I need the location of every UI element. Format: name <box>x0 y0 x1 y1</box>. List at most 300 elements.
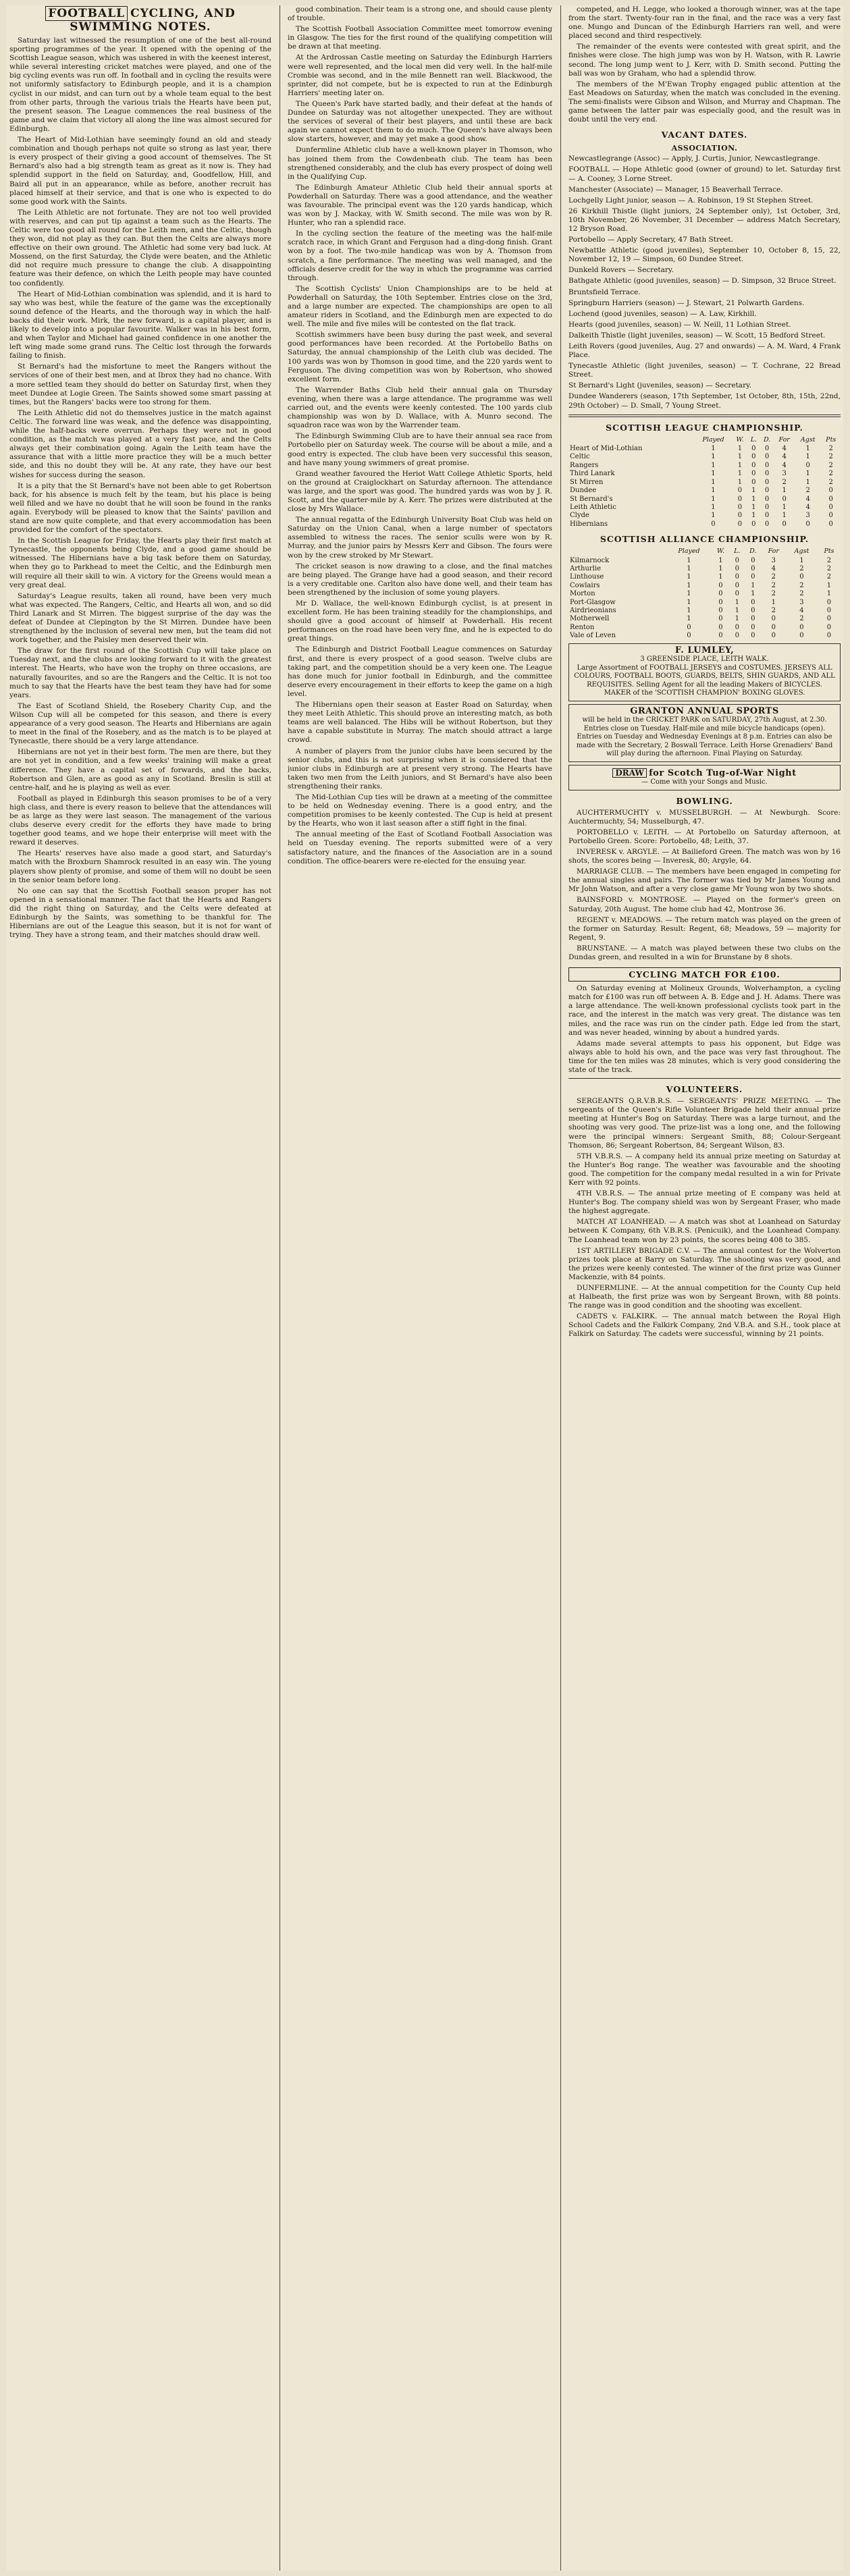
column-2 <box>288 5 552 2571</box>
article-paragraph: In the cycling section the feature of the meeting was the half-mile scratch race, in which Grant and Ferguson had a ding-dong finish. Grant won by a foot. The two-mile handicap was won by A. Thomson from scratch, a fine performance. The meeting was well managed, and the officials deserve credit for the way in which the programme was carried through. <box>288 230 552 282</box>
table-cell: 2 <box>826 573 832 581</box>
volunteers-report: MATCH AT LOANHEAD. — A match was shot at Loanhead on Saturday between K Company, 6th V.B.R.S. (Penicuik), and the Loanhead Company. The Loanhead team won by 23 points, the scores being 408 to 385. <box>568 1218 841 1244</box>
table-cell: 1 <box>771 598 776 606</box>
table-cell: 0 <box>826 623 832 631</box>
table-cell: 1 <box>826 581 832 589</box>
masthead-keyword: FOOTBALL <box>45 6 128 21</box>
table-cell: 0 <box>751 478 756 486</box>
column-header: For <box>768 547 779 556</box>
vacant-date-item: Dalkeith Thistle (light juveniles, season) — W. Scott, 15 Bedford Street. <box>568 331 826 340</box>
table-row <box>568 607 841 615</box>
ad-line: 3 GREENSIDE PLACE, LEITH WALK. <box>640 655 769 664</box>
article-paragraph: The Heart of Mid-Lothian combination was splendid, and it is hard to say who was best, while the feature of the game was the exceptionally sound defence of the Hearts, and the thorough way in which the half-backs did their work. Mirk, the new forward, is a capital player, and is likely to develop into a popular favourite. Walker was in his best form, and when Taylor and Michael had gained confidence in one another the left wing made some grand runs. The Celtic lost through the forwards failing to finish. <box>9 290 271 360</box>
table-cell: 1 <box>805 478 810 486</box>
bowling-report: INVERESK v. ARGYLE. — At Bailieford Green. The match was won by 16 shots, the scores being — Inveresk, 80; Argyle, 64. <box>568 847 841 865</box>
article-paragraph: The Edinburgh Amateur Athletic Club held their annual sports at Powderhall on Saturday. There was a good attendance, and the weather was favourable. The principal event was the 120 yards handicap, which was won by J. Mackay, with W. Smith second. The mile was won by R. Hunter, who ran a splendid race. <box>288 183 552 227</box>
table-cell: 1 <box>737 470 743 478</box>
table-cell: 1 <box>751 581 755 589</box>
table-cell: 1 <box>782 512 787 520</box>
table-cell: 1 <box>805 445 810 453</box>
table-cell: 2 <box>828 461 833 469</box>
table-cell: 0 <box>828 512 833 520</box>
column-header: W. <box>736 435 744 444</box>
bowling-report: PORTOBELLO v. LEITH. — At Portobello on Saturday afternoon, at Portobello Green. Score: Portobello, 48; Leith, 37. <box>568 828 841 845</box>
article-paragraph: A number of players from the junior clubs have been secured by the senior clubs, and this is not surprising when it is considered that the junior clubs in Edinburgh are at present very strong. The Hearts have taken two men from the Leith juniors, and St Bernard's have also been strengthening their ranks. <box>288 747 552 790</box>
article-paragraph: The Edinburgh Swimming Club are to have their annual sea race from Portobello pier on Saturday week. The course will be about a mile, and a good entry is expected. The club have been very successful this season, and have many young swimmers of great promise. <box>288 432 552 467</box>
table-cell: 1 <box>687 606 691 614</box>
team-name: Heart of Mid-Lothian <box>570 445 643 453</box>
divider <box>568 1078 841 1079</box>
table-row <box>568 557 841 565</box>
team-name: Cowlairs <box>570 581 600 589</box>
table-cell: 2 <box>826 564 832 572</box>
table-cell: 0 <box>735 556 739 564</box>
volunteers-report: DUNFERMLINE. — At the annual competition for the County Cup held at Halbeath, the first prize was won by Sergeant Brown, with 88 points. The range was in good condition and the shooting was excellent. <box>568 1284 841 1310</box>
table-cell: 0 <box>826 615 832 623</box>
table-cell: 0 <box>751 453 756 461</box>
table-cell: 0 <box>737 520 743 528</box>
bowling-report: BRUNSTANE. — A match was played between these two clubs on the Dundas green, and resulted in a win for Brunstane by 8 shots. <box>568 944 841 961</box>
table-cell: 1 <box>711 470 716 478</box>
table-cell: 2 <box>771 606 776 614</box>
volunteers-report: 5TH V.B.R.S. — A company held its annual prize meeting on Saturday at the Hunter's Bog range. The weather was favourable and the shooting good. The competition for the company medal resulted in a win for Private Kerr with 92 points. <box>568 1152 841 1187</box>
table-cell: 1 <box>735 598 739 606</box>
table-cell: 0 <box>735 581 739 589</box>
divider <box>568 414 841 417</box>
table-cell: 0 <box>737 487 743 495</box>
vacant-date-item: Bathgate Athletic (good juveniles, season) — D. Simpson, 32 Bruce Street. <box>568 277 836 286</box>
cycling-report: Adams made several attempts to pass his opponent, but Edge was always able to hold his own, and the pace was very fast throughout. The time for the ten miles was 28 minutes, which is very good considering the state of the track. <box>568 1039 841 1075</box>
table-cell: 0 <box>764 520 770 528</box>
bowling-report: REGENT v. MEADOWS. — The return match was played on the green of the former on Saturday. Result: Regent, 68; Meadows, 59 — majority for Regent, 9. <box>568 915 841 942</box>
table-cell: 1 <box>711 445 716 453</box>
table-cell: 1 <box>718 564 723 572</box>
table-cell: 1 <box>711 495 716 503</box>
article-paragraph: The annual meeting of the East of Scotland Football Association was held on Tuesday evening. The reports submitted were of a very satisfactory nature, and the finances of the Association are in a sound condition. The office-bearers were re-elected for the ensuing year. <box>288 830 552 865</box>
team-name: Third Lanark <box>570 470 615 478</box>
team-name: Linthouse <box>570 573 604 581</box>
article-paragraph: The Queen's Park have started badly, and their defeat at the hands of Dundee on Saturday was not altogether unexpected. They are without the services of several of their best players, and until these are back again we cannot expect them to do much. The Queen's have always been slow starters, however, and may yet make a good show. <box>288 99 552 144</box>
table-cell: 1 <box>805 453 810 461</box>
cycling-match-heading: CYCLING MATCH FOR £100. <box>568 967 841 982</box>
alliance-table <box>568 547 841 640</box>
article-paragraph: Dunfermline Athletic club have a well-known player in Thomson, who has joined them from the Cowdenbeath club. The team has been strengthened considerably, and the club has every prospect of doing well in the Qualifying Cup. <box>288 146 552 181</box>
vacant-date-item: Portobello — Apply Secretary, 47 Bath Street. <box>568 236 733 244</box>
table-row <box>568 624 841 632</box>
table-cell: 0 <box>751 461 756 469</box>
article-paragraph: Grand weather favoured the Heriot Watt College Athletic Sports, held on the ground at Craiglockhart on Saturday afternoon. The attendance was large, and the sport was good. The hundred yards was won by J. R. Scott, and the quarter-mile by A. Kerr. The prizes were distributed at the close by Mrs Wallace. <box>288 469 552 514</box>
column-header: Played <box>678 547 700 556</box>
table-row <box>568 512 841 520</box>
table-cell: 0 <box>828 520 833 528</box>
table-header-row <box>568 547 841 556</box>
article-paragraph: In the Scottish League for Friday, the Hearts play their first match at Tynecastle, the opponents being Clyde, and a good game should be witnessed. The Hibernians have a big task before them on Saturday, when they go to Parkhead to meet the Celtic, and the Edinburgh men will require all their skill to win. A victory for the Greens would mean a very great deal. <box>9 537 271 589</box>
column-header: D. <box>749 547 757 556</box>
table-cell: 0 <box>764 495 770 503</box>
team-name: Arthurlie <box>570 564 601 572</box>
table-row <box>568 470 841 478</box>
article-paragraph: The annual regatta of the Edinburgh University Boat Club was held on Saturday on the Union Canal, when a large number of spectators assembled to witness the races. The senior sculls were won by R. Murray, and the junior pairs by Messrs Kerr and Gibson. The fours were won by the crew stroked by Mr Stewart. <box>288 516 552 560</box>
table-cell: 0 <box>764 453 770 461</box>
team-name: Morton <box>570 590 595 598</box>
table-cell: 1 <box>735 615 739 623</box>
table-cell: 1 <box>711 453 716 461</box>
table-cell: 0 <box>735 573 739 581</box>
table-cell: 0 <box>751 556 755 564</box>
table-cell: 1 <box>711 512 716 520</box>
table-cell: 0 <box>771 615 776 623</box>
table-row <box>568 573 841 581</box>
ad-line: will be held in the CRICKET PARK on SATURDAY, 27th August, at 2.30. Entries close on Tuesday. Half-mile and mile bicycle handicaps (open). Entries on Tuesday and Wednesday Evenings at 8 p.m. Entries can also be made with the Secretary, 2 Boswall Terrace. Leith Horse Grenadiers' Band will play during the afternoon. Final Playing on Saturday. <box>576 716 833 758</box>
table-cell: 0 <box>751 445 756 453</box>
table-row <box>568 495 841 504</box>
table-cell: 1 <box>687 556 691 564</box>
vacant-date-item: Manchester (Associate) — Manager, 15 Beaverhall Terrace. <box>568 185 783 194</box>
table-row <box>568 462 841 470</box>
table-cell: 4 <box>805 495 810 503</box>
bowling-report: MARRIAGE CLUB. — The members have been engaged in competing for the annual singles and pairs. The former was tied by Mr James Young and Mr John Watson, and after a very close game Mr Young won by two shots. <box>568 867 841 894</box>
column-header: D. <box>763 435 771 444</box>
table-cell: 0 <box>751 606 755 614</box>
vacant-date-item: Hearts (good juveniles, season) — W. Neill, 11 Lothian Street. <box>568 320 791 329</box>
table-cell: 0 <box>826 632 832 640</box>
table-row <box>568 615 841 623</box>
table-cell: 4 <box>771 564 776 572</box>
vacant-date-item: Springburn Harriers (season) — J. Stewart, 21 Polwarth Gardens. <box>568 298 805 307</box>
table-cell: 0 <box>751 564 755 572</box>
column-rule <box>560 5 561 2571</box>
table-cell: 0 <box>735 632 739 640</box>
masthead-rest: CYCLING, AND SWIMMING NOTES. <box>70 7 236 34</box>
table-row <box>568 445 841 453</box>
team-name: Celtic <box>570 453 590 461</box>
article-paragraph: The Heart of Mid-Lothian have seemingly found an old and steady combination and though perhaps not quite so strong as last year, there is every prospect of their giving a good account of themselves. The St Bernard's also had a big strength team as great as it now is. They had splendid support in the field on Saturday, and, Goodfellow, Hill, and Baird all put in an appearance, while as before, another recruit has placed himself at their service, and that is one who is expected to do some good work with the Saints. <box>9 136 271 206</box>
league-table <box>568 435 841 529</box>
table-cell: 0 <box>828 487 833 495</box>
table-cell: 0 <box>718 581 723 589</box>
table-cell: 0 <box>737 503 743 511</box>
team-name: Leith Athletic <box>570 503 616 511</box>
table-row <box>568 453 841 461</box>
vacant-date-item: Tynecastle Athletic (light juveniles, season) — T. Cochrane, 22 Bread Street. <box>568 362 841 379</box>
column-header: Agst <box>800 435 816 444</box>
table-cell: 0 <box>751 615 755 623</box>
column-header: Agst <box>794 547 809 556</box>
vacant-dates-section <box>568 130 841 410</box>
article-paragraph: The Leith Athletic are not fortunate. They are not too well provided with reserves, and can put tip against a team such as the Hearts. The Celtic were too good all round for the Leith men, and the Celtic, though they won, did not play as they can. But then the Celts are always more effective on their own ground. The Athletic had some very bad luck. At Mossend, on the first Saturday, the Clyde were beaten, and the Athletic did not require much pressure to change the club. A disappointing feature was their defence, on which the Leith people may have counted too confidently. <box>9 208 271 288</box>
vacant-date-item: Leith Rovers (good juveniles, Aug. 27 and onwards) — A. M. Ward, 4 Frank Place. <box>568 342 841 360</box>
table-cell: 1 <box>826 590 832 598</box>
table-cell: 0 <box>828 495 833 503</box>
team-name: St Mirren <box>570 478 604 486</box>
column-3-intro <box>568 5 841 124</box>
vacant-date-item: Lochgelly Light junior, season — A. Robinson, 19 St Stephen Street. <box>568 196 814 205</box>
vacant-date-item: St Bernard's Light (juveniles, season) — Secretary. <box>568 381 751 390</box>
table-cell: 1 <box>751 495 756 503</box>
table-cell: 1 <box>799 556 804 564</box>
bowling-body <box>568 809 841 963</box>
table-cell: 0 <box>718 598 723 606</box>
table-cell: 0 <box>764 503 770 511</box>
table-cell: 1 <box>687 564 691 572</box>
table-cell: 0 <box>782 520 787 528</box>
ad-title: GRANTON ANNUAL SPORTS <box>630 705 779 716</box>
article-paragraph: The Scottish Cyclists' Union Championships are to be held at Powderhall on Saturday, the 10th September. Entries close on the 3rd, and a large number are expected. The championships are open to all amateur riders in Scotland, and the Edinburgh men are expected to do well. The mile and five miles will be contested on the flat track. <box>288 284 552 329</box>
ad-line: MAKER of the 'SCOTTISH CHAMPION' BOXING GLOVES. <box>604 689 805 697</box>
column-header: Pts <box>826 435 836 444</box>
article-paragraph: The Warrender Baths Club held their annual gala on Thursday evening, when there was a large attendance. The programme was well carried out, and the events were keenly contested. The 100 yards club championship was won by D. Wallace, with A. Munro second. The squadron race was won by the Warrender team. <box>288 385 552 430</box>
table-cell: 4 <box>799 606 804 614</box>
ad-line: — Come with your Songs and Music. <box>641 778 768 786</box>
table-cell: 0 <box>805 461 810 469</box>
volunteers-body <box>568 1097 841 1339</box>
team-name: Airdrieonians <box>570 606 616 614</box>
table-cell: 1 <box>687 615 691 623</box>
column-1 <box>9 5 271 2571</box>
table-cell: 1 <box>687 581 691 589</box>
column-1-body <box>9 36 271 940</box>
article-paragraph: The Edinburgh and District Football League commences on Saturday first, and there is every prospect of a good season. Twelve clubs are taking part, and the competition should be a very keen one. The League has done much for junior football in Edinburgh, and the committee deserve every encouragement in their efforts to keep the game on a high level. <box>288 645 552 698</box>
table-cell: 1 <box>737 445 743 453</box>
vacant-date-item: 26 Kirkhill Thistle (light juniors, 24 September only), 1st October, 3rd, 10th November, 26 November, 31 December — address Match Secretary, 12 Bryson Road. <box>568 207 841 233</box>
table-cell: 0 <box>718 623 723 631</box>
table-cell: 0 <box>764 461 770 469</box>
vacant-dates-heading: VACANT DATES. <box>661 130 748 140</box>
table-cell: 0 <box>687 632 691 640</box>
table-cell: 2 <box>771 590 776 598</box>
table-header-row <box>568 435 841 445</box>
table-cell: 1 <box>718 556 723 564</box>
table-cell: 1 <box>711 478 716 486</box>
table-cell: 0 <box>751 632 755 640</box>
table-cell: 0 <box>828 503 833 511</box>
ad-title: for Scotch Tug-of-War Night <box>649 768 797 778</box>
column-header: L. <box>750 435 758 444</box>
table-cell: 0 <box>735 590 739 598</box>
article-paragraph: The Leith Athletic did not do themselves justice in the match against Celtic. The forward line was weak, and the defence was disappointing, while the half-backs were overrun. Perhaps they were not in good condition, as the match was played at a very fast pace, and the Celts always get their combination going. Again the Leith team have the assurance that with a little more practice they will be a much better side, and this no doubt they will be. At any rate, they have our best wishes for success during the season. <box>9 408 271 479</box>
article-paragraph: The draw for the first round of the Scottish Cup will take place on Tuesday next, and the clubs are looking forward to it with the greatest interest. The Hearts, who have won the trophy on three occasions, are naturally favourites, and so are the Rangers and the Celtic. It is not too much to say that the Hearts have the best team they have had for some years. <box>9 647 271 699</box>
table-row <box>568 504 841 512</box>
table-cell: 2 <box>828 478 833 486</box>
column-header <box>568 547 666 556</box>
advertisement <box>568 704 841 762</box>
table-cell: 3 <box>771 556 776 564</box>
table-cell: 3 <box>799 598 804 606</box>
table-row <box>568 599 841 607</box>
table-cell: 3 <box>782 470 787 478</box>
vacant-date-item: Newbattle Athletic (good juveniles), September 10, October 8, 15, 22, November 12, 19 — Simpson, 60 Dundee Street. <box>568 246 841 264</box>
article-paragraph: Hibernians are not yet in their best form. The men are there, but they are not yet in condition, and a few weeks' training will make a great difference. They have a capital set of forwards, and the backs, Robertson and Glen, are as good as any in Scotland. Breslin is still at centre-half, and he is playing as well as ever. <box>9 748 271 792</box>
table-cell: 1 <box>782 503 787 511</box>
table-cell: 0 <box>751 470 756 478</box>
table-cell: 2 <box>799 564 804 572</box>
team-name: Renton <box>570 623 595 631</box>
column-header: W. <box>716 547 725 556</box>
table-row <box>568 479 841 487</box>
table-cell: 1 <box>718 573 723 581</box>
table-row <box>568 487 841 495</box>
volunteers-report: CADETS v. FALKIRK. — The annual match between the Royal High School Cadets and the Falkirk Company, 2nd V.B.A. and S.H., took place at Falkirk on Saturday. The cadets were successful, winning by 21 points. <box>568 1312 841 1339</box>
article-paragraph: Football as played in Edinburgh this season promises to be of a very high class, and there is every reason to believe that the attendances will be as large as they were last season. The management of the various clubs deserve every credit for the efforts they have made to bring together good teams, and we hope their enterprise will meet with the reward it deserves. <box>9 794 271 847</box>
table-cell: 0 <box>764 487 770 495</box>
table-cell: 2 <box>826 556 832 564</box>
article-paragraph: The Hibernians open their season at Easter Road on Saturday, when they meet Leith Athletic. This should prove an interesting match, as both teams are well balanced. The Hibs will be without Robertson, but they have a capable substitute in Murray. The match should attract a large crowd. <box>288 701 552 745</box>
table-cell: 0 <box>751 623 755 631</box>
table-cell: 2 <box>828 453 833 461</box>
table-cell: 0 <box>751 598 755 606</box>
advertisement <box>568 765 841 790</box>
column-header: Played <box>702 435 724 444</box>
table-row <box>568 590 841 598</box>
table-cell: 0 <box>718 606 723 614</box>
article-paragraph: The East of Scotland Shield, the Rosebery Charity Cup, and the Wilson Cup will all be competed for this season, and there is every appearance of a very good season. The Hearts and Hibernians are again to meet in the final of the Rosebery, and as the match is to be played at Tynecastle, there should be a very large attendance. <box>9 701 271 746</box>
table-cell: 3 <box>805 512 810 520</box>
advertisement <box>568 643 841 701</box>
newspaper-page <box>7 5 843 2571</box>
volunteers-report: 1ST ARTILLERY BRIGADE C.V. — The annual contest for the Wolverton prizes took place at Barry on Saturday. The shooting was very good, and the prizes were keenly contested. The winner of the first prize was Gunner Mackenzie, with 84 points. <box>568 1246 841 1281</box>
advertisements <box>568 643 841 790</box>
article-paragraph: good combination. Their team is a strong one, and should cause plenty of trouble. <box>288 5 552 23</box>
table-cell: 2 <box>771 581 776 589</box>
article-paragraph: The members of the M'Ewan Trophy engaged public attention at the East Meadows on Saturday, when the match was concluded in the evening. The semi-finalists were Gibson and Wilson, and Murray and Chapman. The game between the latter pair was especially good, and the result was in doubt until the very end. <box>568 80 841 124</box>
vacant-dates-subheading: ASSOCIATION. <box>671 144 738 153</box>
table-cell: 0 <box>805 520 810 528</box>
column-header: Pts <box>824 547 834 556</box>
table-cell: 0 <box>735 564 739 572</box>
article-paragraph: Scottish swimmers have been busy during the past week, and several good performances have been recorded. At the Portobello Baths on Saturday, the annual championship of the Leith club was decided. The 100 yards was won by Thomson in good time, and the 220 yards went to Ferguson. The diving competition was won by Robertson, who showed excellent form. <box>288 331 552 383</box>
vacant-date-item: Bruntsfield Terrace. <box>568 288 641 296</box>
bowling-heading: BOWLING. <box>676 795 733 806</box>
vacant-date-item: FOOTBALL — Hope Athletic good (owner of ground) to let. Saturday first — A. Cooney, 3 Lorne Street. <box>568 165 841 183</box>
vacant-date-item: Dunkeld Rovers — Secretary. <box>568 266 674 275</box>
table-cell: 4 <box>782 445 787 453</box>
table-cell: 4 <box>782 461 787 469</box>
team-name: Vale of Leven <box>570 632 616 640</box>
table-cell: 1 <box>737 478 743 486</box>
table-cell: 1 <box>687 598 691 606</box>
article-paragraph: No one can say that the Scottish Football season proper has not opened in a sensational manner. The fact that the Hearts and Rangers did the right thing on Saturday, and the Celts were defeated at Edinburgh by the Saints, was something to be thankful for. The Hibernians are out of the League this season, but it is not for want of trying. They have a strong team, and their matches should draw well. <box>9 886 271 940</box>
article-paragraph: The remainder of the events were contested with great spirit, and the finishes were close. The high jump was won by H. Watson, with R. Lawrie second. The long jump went to J. Kerr, with D. Smith second. Putting the ball was won by Graham, who had a splendid throw. <box>568 43 841 78</box>
table-cell: 1 <box>687 590 691 598</box>
bowling-report: BAINSFORD v. MONTROSE. — Played on the former's green on Saturday, 20th August. The home club had 42, Montrose 36. <box>568 896 841 913</box>
league-table-heading: SCOTTISH LEAGUE CHAMPIONSHIP. <box>606 422 803 433</box>
table-cell: 0 <box>771 623 776 631</box>
table-row <box>568 520 841 529</box>
table-cell: 4 <box>782 453 787 461</box>
table-cell: 2 <box>828 470 833 478</box>
table-cell: 2 <box>799 615 804 623</box>
table-cell: 1 <box>737 453 743 461</box>
table-cell: 1 <box>751 512 756 520</box>
ad-keyword: DRAW <box>612 768 647 778</box>
table-cell: 0 <box>764 512 770 520</box>
team-name: St Bernard's <box>570 495 613 503</box>
vacant-date-item: Lochend (good juveniles, season) — A. Law, Kirkhill. <box>568 309 757 318</box>
article-paragraph: Saturday's League results, taken all round, have been very much what was expected. The Rangers, Celtic, and Hearts all won, and so did Third Lanark and St Mirren. The biggest surprise of the day was the defeat of Dundee at Clepington by the St Mirren. Dundee have been strengthened by the inclusion of several new men, but the team did not work together, and the Paisley men deserved their win. <box>9 591 271 645</box>
table-cell: 1 <box>751 503 756 511</box>
article-paragraph: At the Ardrossan Castle meeting on Saturday the Edinburgh Harriers were well represented, and the local men did very well. In the half-mile Crombie was second, and in the mile Bennett ran well. Blackwood, the sprinter, did not compete, but he is expected to run at the Edinburgh Harriers' meeting later on. <box>288 53 552 97</box>
article-paragraph: The Scottish Football Association Committee meet tomorrow evening in Glasgow. The ties for the first round of the qualifying competition will be drawn at that meeting. <box>288 25 552 51</box>
table-cell: 0 <box>751 520 756 528</box>
team-name: Hibernians <box>570 520 608 528</box>
table-cell: 1 <box>711 461 716 469</box>
table-cell: 0 <box>718 590 723 598</box>
table-row <box>568 632 841 640</box>
column-2-body <box>288 5 552 866</box>
table-cell: 0 <box>718 632 723 640</box>
cycling-match-body <box>568 984 841 1075</box>
table-cell: 0 <box>771 632 776 640</box>
table-cell: 2 <box>828 445 833 453</box>
table-cell: 0 <box>826 606 832 614</box>
table-cell: 0 <box>711 520 716 528</box>
table-cell: 0 <box>737 495 743 503</box>
table-cell: 1 <box>687 573 691 581</box>
team-name: Kilmarnock <box>570 556 610 564</box>
table-cell: 0 <box>764 478 770 486</box>
table-cell: 2 <box>771 573 776 581</box>
table-cell: 0 <box>764 445 770 453</box>
article-paragraph: St Bernard's had the misfortune to meet the Rangers without the services of one of their best men, and at Ibrox they had no chance. With a more settled team they should do better on Saturday first, when they meet Dundee at Logie Green. The Saints showed some smart passing at times, but the Rangers' backs were too strong for them. <box>9 363 271 406</box>
team-name: Dundee <box>570 487 597 495</box>
team-name: Motherwell <box>570 615 610 623</box>
table-cell: 2 <box>782 478 787 486</box>
table-cell: 2 <box>805 487 810 495</box>
table-cell: 1 <box>711 487 716 495</box>
table-cell: 2 <box>799 590 804 598</box>
table-cell: 0 <box>782 495 787 503</box>
alliance-table-heading: SCOTTISH ALLIANCE CHAMPIONSHIP. <box>600 534 809 545</box>
vacant-date-item: Newcastlegrange (Assoc) — Apply, J. Curtis, Junior, Newcastlegrange. <box>568 155 820 163</box>
table-row <box>568 565 841 573</box>
table-cell: 1 <box>751 487 756 495</box>
bowling-report: AUCHTERMUCHTY v. MUSSELBURGH. — At Newburgh. Score: Auchtermuchty, 54; Musselburgh, 47. <box>568 808 841 826</box>
ad-line: Large Assortment of FOOTBALL JERSEYS and COSTUMES. JERSEYS ALL COLOURS, FOOTBALL BOOTS, GUARDS, BELTS, SHIN GUARDS, AND ALL REQUISITES. Selling Agent for all the leading Makers of BICYCLES. <box>574 664 835 689</box>
article-paragraph: The Mid-Lothian Cup ties will be drawn at a meeting of the committee to be held on Wednesday evening. There is a good entry, and the competition promises to be keenly contested. The Cup is held at present by the Hearts, who won it last season after a stiff fight in the final. <box>288 793 552 828</box>
table-cell: 0 <box>718 615 723 623</box>
article-paragraph: It is a pity that the St Bernard's have not been able to get Robertson back, for his absence is much felt by the team, but his place is being well filled and we have no doubt that he will soon be found in the ranks again. Everybody will be pleased to know that the Saints' pavilion and stand are now quite complete, and that every accommodation has been provided for the comfort of the spectators. <box>9 481 271 535</box>
team-name: Rangers <box>570 461 599 469</box>
article-paragraph: The Hearts' reserves have also made a good start, and Saturday's match with the Broxburn Shamrock resulted in an easy win. The young players show plenty of promise, and some of them will no doubt be seen in the senior team before long. <box>9 849 271 884</box>
table-cell: 0 <box>799 632 804 640</box>
column-header <box>568 435 694 445</box>
table-cell: 0 <box>764 470 770 478</box>
table-cell: 4 <box>805 503 810 511</box>
team-name: Port-Glasgow <box>570 598 616 606</box>
column-header: L. <box>734 547 741 556</box>
table-cell: 1 <box>782 487 787 495</box>
article-paragraph: competed, and H. Legge, who looked a thorough winner, was at the tape from the start. Twenty-four ran in the final, and the race was a very fast one. Mungo and Duncan of the Edinburgh Harriers ran well, and were placed second and third respectively. <box>568 5 841 41</box>
article-paragraph: The cricket season is now drawing to a close, and the final matches are being played. The Grange have had a good season, and their record is a very creditable one. Carlton also have done well, and their team has been strengthened by the inclusion of some young players. <box>288 562 552 597</box>
table-cell: 0 <box>799 573 804 581</box>
column-3 <box>568 5 841 2571</box>
column-header: For <box>778 435 790 444</box>
table-cell: 2 <box>799 581 804 589</box>
volunteers-report: SERGEANTS Q.R.V.B.R.S. — SERGEANTS' PRIZE MEETING. — The sergeants of the Queen's Rifle Volunteer Brigade held their annual prize meeting at Hunter's Bog on Saturday. There was a large turnout, and the shooting was very good. The prize-list was a long one, and the following were the principal winners: Sergeant Smith, 88; Colour-Sergeant Thomson, 86; Sergeant Robertson, 84; Sergeant Wilson, 83. <box>568 1097 841 1150</box>
table-cell: 0 <box>735 623 739 631</box>
volunteers-heading: VOLUNTEERS. <box>666 1084 743 1095</box>
vacant-dates-list <box>568 155 841 410</box>
vacant-date-item: Dundee Wanderers (season, 17th September, 1st October, 8th, 15th, 22nd, 29th October) — D. Small, 7 Young Street. <box>568 392 841 410</box>
volunteers-report: 4TH V.B.R.S. — The annual prize meeting of E company was held at Hunter's Bog. The company shield was won by Sergeant Fraser, who made the highest aggregate. <box>568 1189 841 1216</box>
table-cell: 1 <box>805 470 810 478</box>
article-paragraph: Mr D. Wallace, the well-known Edinburgh cyclist, is at present in excellent form. He has been training steadily for the championships, and should give a good account of himself at Powderhall. His recent performances on the road have been very fine, and he is expected to do great things. <box>288 599 552 643</box>
table-cell: 0 <box>737 512 743 520</box>
table-cell: 0 <box>826 598 832 606</box>
table-cell: 1 <box>711 503 716 511</box>
table-cell: 1 <box>751 590 755 598</box>
cycling-report: On Saturday evening at Molineux Grounds, Wolverhampton, a cycling match for £100 was run off between A. B. Edge and J. H. Adams. There was a large attendance. The well-known professional cyclists took part in the race, and the interest in the match was very great. The distance was ten miles, and the race was run on the cinder path. Edge led from the start, and was never headed, winning by about a hundred yards. <box>568 984 841 1037</box>
